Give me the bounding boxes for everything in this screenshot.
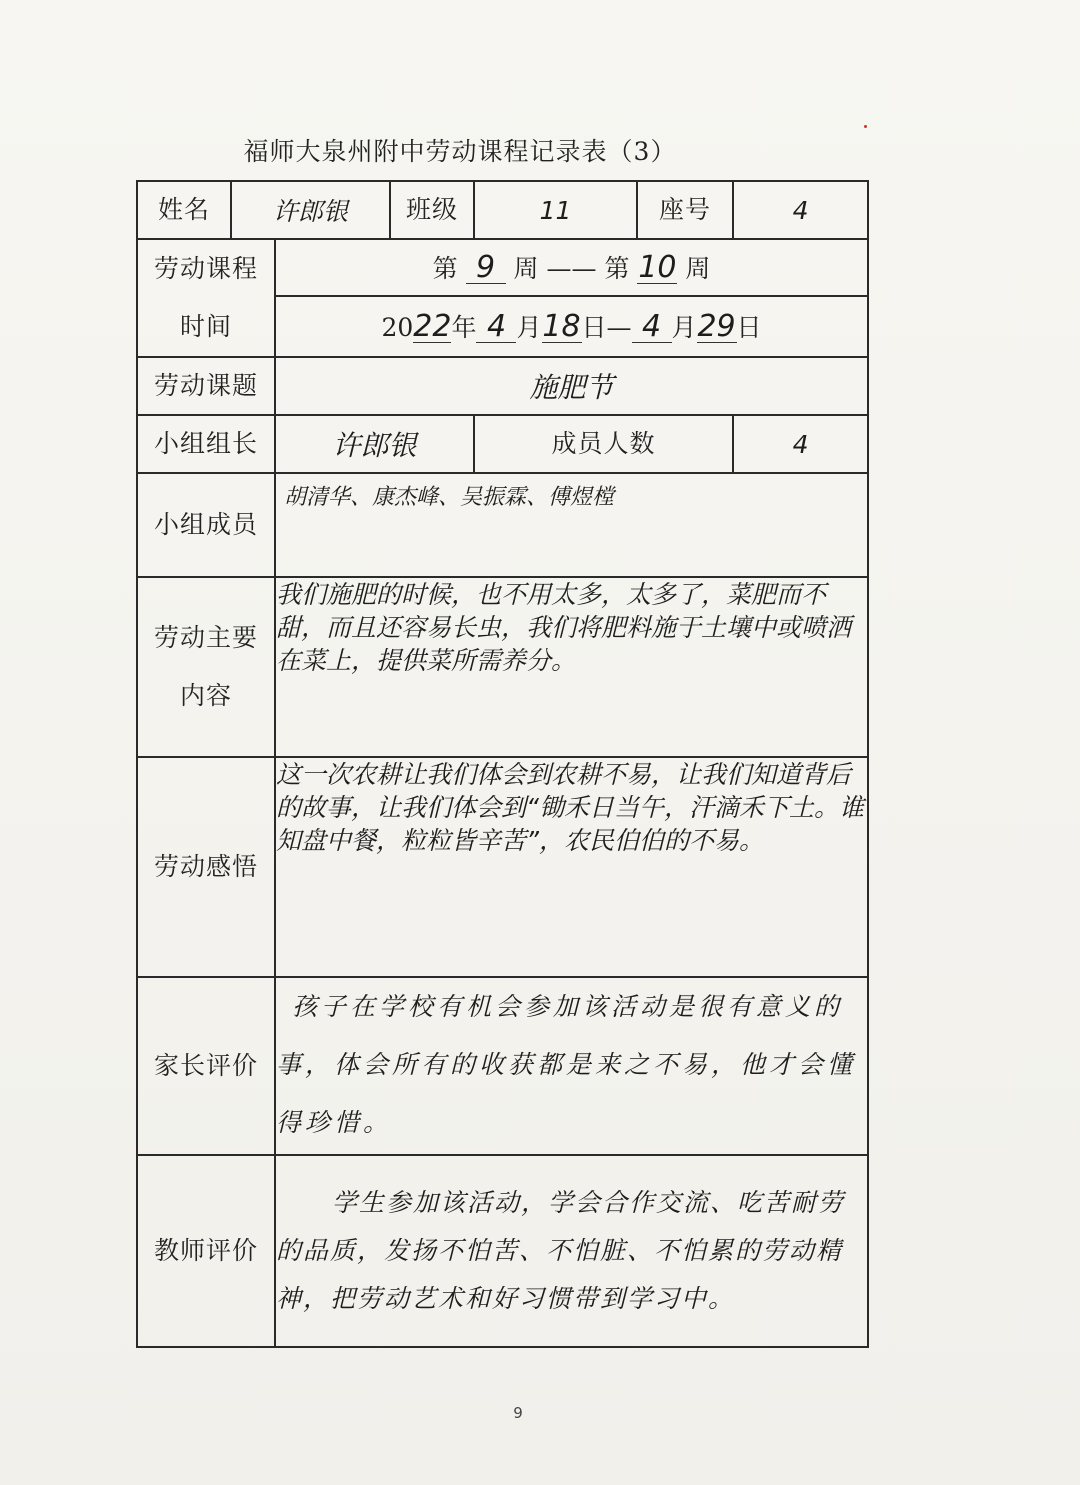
end-day: 29: [697, 309, 736, 345]
content-label-line2: 内容: [179, 681, 232, 710]
start-day: 18: [542, 309, 581, 345]
row-topic: [137, 357, 868, 415]
name-value: 许郎银: [231, 181, 390, 239]
members-label: 小组成员: [137, 473, 275, 577]
seat-label: 座号: [637, 181, 733, 239]
row-parent: [137, 977, 868, 1155]
parent-label: 家长评价: [137, 977, 275, 1155]
seat-value: 4: [733, 181, 868, 239]
name-label: 姓名: [137, 181, 231, 239]
week-suffix: 周: [685, 254, 711, 284]
end-month-sep: 月: [671, 313, 697, 343]
members-value: 胡清华、康杰峰、吴振霖、傅煜樘: [275, 473, 868, 577]
leader-value: 许郎银: [275, 415, 474, 473]
leader-label: 小组组长: [137, 415, 275, 473]
content-label-line1: 劳动主要: [153, 623, 258, 652]
ink-speck: [864, 125, 867, 128]
start-month: 4: [476, 312, 516, 343]
row-reflection: [137, 757, 868, 977]
topic-value: 施肥节: [275, 357, 868, 415]
year-suffix: 年: [451, 313, 477, 343]
row-weeks: [137, 239, 868, 296]
member-count-value: 4: [733, 415, 868, 473]
month-sep: 月: [516, 313, 542, 343]
page-number: 9: [513, 1404, 523, 1422]
week-prefix: 第: [432, 254, 458, 284]
row-teacher: [137, 1155, 868, 1347]
day-sep: 日—: [581, 313, 632, 343]
week-range: [275, 239, 868, 296]
end-month: 4: [632, 312, 672, 343]
week-start: 9: [466, 253, 506, 284]
period-label-line1: 劳动课程: [153, 254, 258, 283]
teacher-value: 学生参加该活动，学会合作交流、吃苦耐劳的品质，发扬不怕苦、不怕脏、不怕累的劳动精神，把劳动艺术和好习惯带到学习中。: [275, 1155, 868, 1347]
reflection-label: 劳动感悟: [137, 757, 275, 977]
week-mid: 周 —— 第: [513, 254, 630, 284]
form-title: 福师大泉州附中劳动课程记录表（3）: [243, 137, 677, 166]
teacher-label: 教师评价: [137, 1155, 275, 1347]
period-label-line2: 时间: [179, 312, 232, 341]
row-leader: [137, 415, 868, 473]
year-prefix: 20: [381, 313, 414, 343]
reflection-value: 这一次农耕让我们体会到农耕不易，让我们知道背后的故事，让我们体会到“锄禾日当午，汗滴禾下土。谁知盘中餐，粒粒皆辛苦”，农民伯伯的不易。: [275, 757, 868, 977]
content-value: 我们施肥的时候，也不用太多，太多了，菜肥而不甜，而且还容易长虫，我们将肥料施于土壤中或喷洒在菜上，提供菜所需养分。: [275, 577, 868, 757]
date-range: [275, 296, 868, 357]
labor-record-table: [136, 180, 869, 1348]
end-day-sep: 日: [736, 313, 762, 343]
row-identity: [137, 181, 868, 239]
parent-value: 孩子在学校有机会参加该活动是很有意义的事，体会所有的收获都是来之不易，他才会懂得珍惜。: [275, 977, 868, 1155]
member-count-label: 成员人数: [474, 415, 733, 473]
topic-label: 劳动课题: [137, 357, 275, 415]
row-content: [137, 577, 868, 757]
row-members: [137, 473, 868, 577]
year-value: 22: [413, 309, 452, 345]
content-label: [137, 577, 275, 757]
week-end: 10: [638, 250, 677, 286]
class-value: 11: [474, 181, 637, 239]
period-label: [137, 239, 275, 357]
class-label: 班级: [390, 181, 474, 239]
